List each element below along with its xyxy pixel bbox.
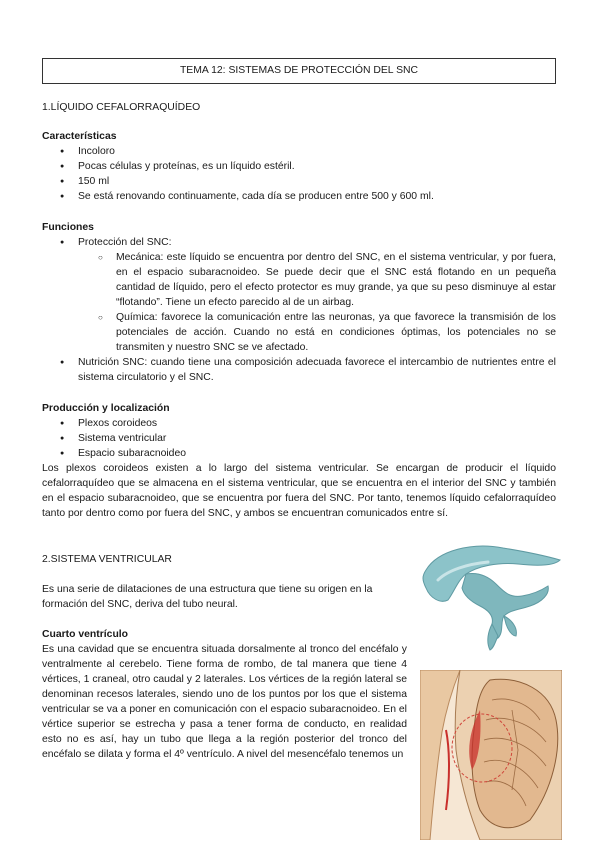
list-item: ● Incoloro: [42, 144, 556, 159]
cuarto-ventriculo-paragraph: Es una cavidad que se encuentra situada dorsalmente al tronco del encéfalo y ventralmente al cerebelo. Tiene forma de rombo, de tal manera que tiene 4 vértices, 1 craneal, otro caudal y 2 laterales. Los vértices de la región lateral se denominan recesos laterales, siendo uno de los puntos por los que el sistema ventricular se va a poner en comunicación con el espacio subaracnoideo. En el vértice superior se estrecha y pasa a tener forma de conducto, en realidad esto no es así, hay un tubo que llega a la región posterior del tronco del encéfalo se dilata y forma el 4º ventrículo. A nivel del mesencéfalo tenemos un: [42, 644, 407, 760]
list-item: ● 150 ml: [42, 174, 556, 189]
list-item-nutricion: ● Nutrición SNC: cuando tiene una composición adecuada favorece el intercambio de nutrientes entre el sistema circulatorio y el SNC.: [42, 355, 556, 385]
cuarto-ventriculo-heading: Cuarto ventrículo: [42, 629, 129, 640]
list-item: ● Pocas células y proteínas, es un líquido estéril.: [42, 159, 556, 174]
funciones-heading: Funciones: [42, 222, 94, 233]
list-item-mecanica: ○ Mecánica: este líquido se encuentra por dentro del SNC, en el sistema ventricular, y por fuera, en el espacio subaracnoideo. Se puede decir que el SNC está flotando en un pequeña cantidad de líquido, pero el efecto protector es muy grande, ya que su peso disminuye al estar “flotando”. Tiene un efecto parecido al de un airbag.: [42, 250, 556, 310]
list-item-quimica: ○ Química: favorece la comunicación entre las neuronas, ya que favorece la transmisión de los potenciales de acción. Cuando no está en condiciones óptimas, los potenciales no se transmiten y nuestro SNC se ve afectado.: [42, 310, 556, 355]
list-item: ● Se está renovando continuamente, cada día se producen entre 500 y 600 ml.: [42, 189, 556, 204]
caracteristicas-section: [42, 129, 556, 204]
section2-heading: 2.SISTEMA VENTRICULAR: [42, 554, 172, 565]
funciones-list: [42, 235, 556, 385]
list-item: ● Plexos coroideos: [42, 416, 556, 431]
section1-heading: 1.LÍQUIDO CEFALORRAQUÍDEO: [42, 102, 201, 113]
produccion-heading: Producción y localización: [42, 403, 170, 414]
produccion-list: [42, 416, 556, 461]
list-item-proteccion: ● Protección del SNC:: [42, 235, 556, 250]
section2-intro: Es una serie de dilataciones de una estructura que tiene su origen en la formación del SNC, deriva del tubo neural.: [42, 584, 373, 610]
produccion-section: [42, 401, 556, 521]
cuarto-ventriculo-section: [42, 627, 407, 762]
produccion-paragraph: Los plexos coroideos existen a lo largo del sistema ventricular. Se encargan de producir el líquido cefalorraquídeo que se almacena en el sistema ventricular, que se encuentra en el interior del SNC y también en el espacio subaracnoideo, que se encuentra por fuera del SNC. Por tanto, tenemos líquido cefalorraquídeo tanto por dentro como por fuera del SNC, y ambos se encuentran comunicados entre sí.: [42, 463, 556, 519]
page-title: TEMA 12: SISTEMAS DE PROTECCIÓN DEL SNC: [42, 58, 556, 84]
fourth-ventricle-illustration: [420, 670, 562, 840]
list-item: ● Sistema ventricular: [42, 431, 556, 446]
list-item: ● Espacio subaracnoideo: [42, 446, 556, 461]
ventricular-system-illustration: [418, 540, 568, 652]
caracteristicas-list: [42, 144, 556, 204]
caracteristicas-heading: Características: [42, 131, 117, 142]
funciones-section: [42, 220, 556, 385]
